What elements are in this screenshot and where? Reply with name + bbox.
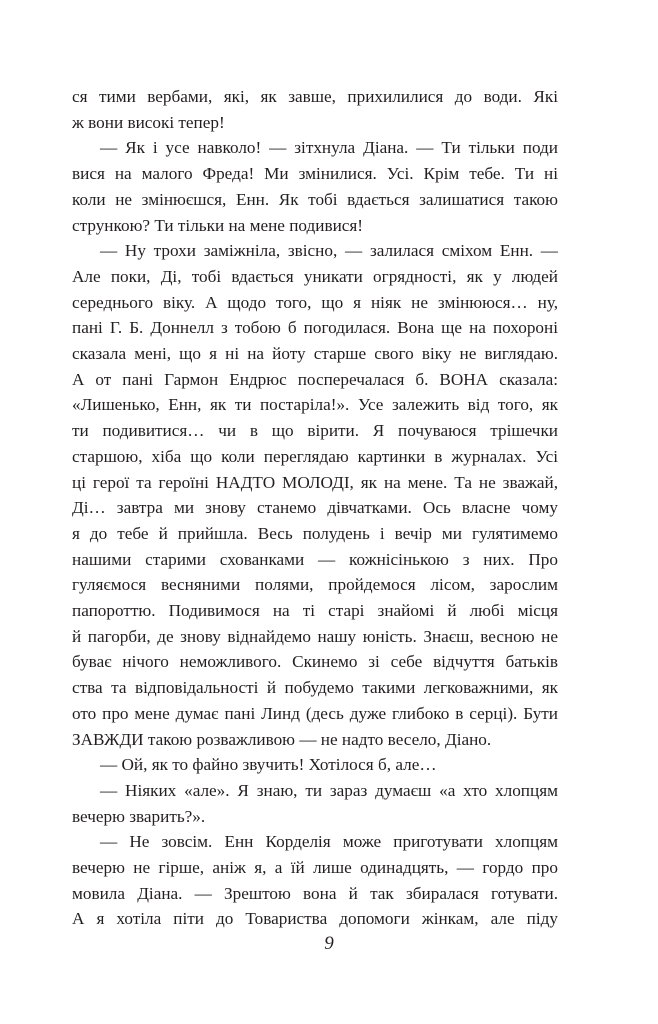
- page-number: 9: [324, 933, 334, 954]
- text-line: — Ой, як то файно звучить! Хотілося б, але…: [100, 755, 437, 775]
- text-line: папороттю. Подивимося на ті старі знайомі й любі місця: [72, 601, 558, 620]
- text-line: А от пані Гармон Ендрюс посперечалася б. ВОНА сказала:: [72, 369, 558, 389]
- text-line: Ді… завтра ми знову станемо дівчатками. Ось власне чому: [72, 498, 558, 518]
- text-line: вечерю зварить?».: [72, 806, 206, 826]
- text-line: ото про мене думає пані Линд (десь дуже глибоко в серці). Бути: [72, 703, 558, 723]
- text-line: гуляємося весняними полями, пройдемося лісом, зарослим: [72, 575, 558, 595]
- text-line: ж вони високі тепер!: [72, 112, 225, 132]
- text-line: буває нічого неможливого. Скинемо зі себе відчуття батьків: [72, 652, 558, 672]
- text-line: ства та відповідальності й побудемо такими легковажними, як: [72, 678, 558, 698]
- text-line: ЗАВЖДИ такою розважливою — не надто весело, Діано.: [72, 729, 492, 749]
- text-line: — Ну трохи заміжніла, звісно, — залилася сміхом Енн. —: [100, 241, 558, 261]
- text-line: вечерю не гірше, аніж я, а їй лише одинадцять, — гордо про: [72, 858, 558, 877]
- text-line: сказала мені, що я ні на йоту старше свого віку не виглядаю.: [72, 344, 558, 363]
- text-line: середнього віку. А щодо того, що я ніяк не змінююся… ну,: [72, 292, 558, 312]
- text-line: — Як і усе навколо! — зітхнула Діана. — Ти тільки поди: [100, 138, 558, 158]
- text-line: мовила Діана. — Зрештою вона й так збиралася готувати.: [72, 883, 558, 903]
- text-line: — Не зовсім. Енн Корделія може приготувати хлопцям: [100, 832, 558, 852]
- text-line: А я хотіла піти до Товариства допомоги жінкам, але піду: [72, 909, 558, 929]
- text-line: й пагорби, де знову віднайдемо нашу юність. Знаєш, весною не: [72, 626, 558, 646]
- text-line: стрункою? Ти тільки на мене подивися!: [72, 215, 364, 235]
- text-line: Але поки, Ді, тобі вдається уникати огрядності, як у людей: [72, 266, 558, 286]
- text-line: «Лишенько, Енн, як ти постаріла!». Усе залежить від того, як: [72, 395, 558, 415]
- text-line: нашими старими схованками — кожнісінькою з них. Про: [72, 549, 558, 569]
- text-line: старшою, хіба що коли переглядаю картинки в журналах. Усі: [72, 446, 558, 466]
- text-line: ся тими вербами, які, як завше, прихилилися до води. Які: [72, 87, 558, 106]
- text-line: пані Г. Б. Доннелл з тобою б погодилася. Вона ще на похороні: [72, 318, 558, 338]
- text-line: ці герої та героїні НАДТО МОЛОДІ, як на мене. Та не зважай,: [72, 472, 558, 492]
- text-line: я до тебе й прийшла. Весь полудень і вечір ми гулятимемо: [72, 523, 558, 543]
- text-line: вися на малого Фреда! Ми змінилися. Усі. Крім тебе. Ти ні: [72, 164, 558, 184]
- text-line: ти подивитися… чи в що вірити. Я почуваюся трішечки: [72, 421, 558, 441]
- text-line: — Ніяких «але». Я знаю, ти зараз думаєш «а хто хлопцям: [100, 780, 558, 800]
- text-line: коли не змінюєшся, Енн. Як тобі вдається залишатися такою: [72, 189, 558, 209]
